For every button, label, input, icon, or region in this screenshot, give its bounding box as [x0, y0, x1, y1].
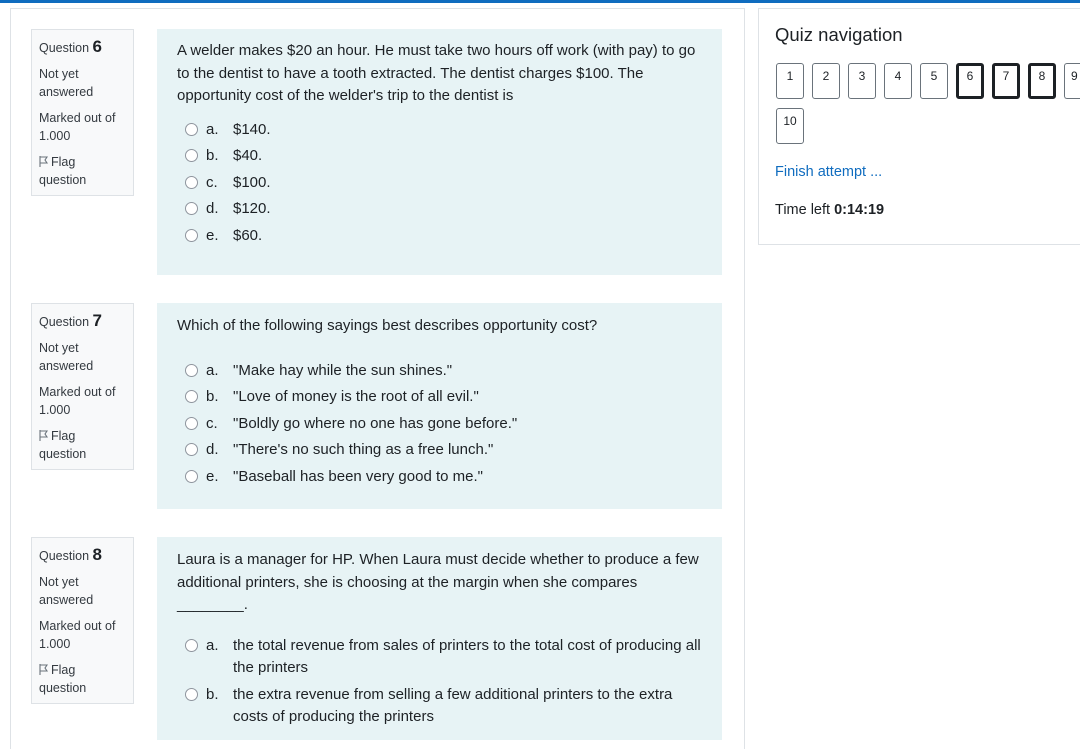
answer-option[interactable]: e. "Baseball has been very good to me."	[177, 466, 702, 489]
question-info-8	[31, 537, 134, 704]
question-text: Laura is a manager for HP. When Laura must decide whether to produce a few additional printers, she is choosing at the margin when she compares ________.	[177, 551, 699, 613]
answer-list	[177, 360, 702, 489]
radio-button[interactable]	[185, 149, 198, 162]
answer-blank: ________.	[177, 596, 248, 613]
question-info-7	[31, 303, 134, 470]
flag-question-button[interactable]: Flag question	[39, 663, 87, 695]
nav-button-9[interactable]: 9	[1064, 63, 1080, 99]
answer-option[interactable]: a. $140.	[177, 119, 702, 142]
answer-list	[177, 635, 702, 729]
answer-list	[177, 119, 702, 248]
answer-option[interactable]: a. "Make hay while the sun shines."	[177, 360, 702, 383]
nav-button-2[interactable]: 2	[812, 63, 840, 99]
question-grade: Marked out of 1.000	[39, 619, 116, 651]
question-info-6	[31, 29, 134, 196]
flag-icon	[39, 664, 49, 675]
radio-button[interactable]	[185, 688, 198, 701]
quiz-navigation-title: Quiz navigation	[775, 24, 903, 45]
answer-option[interactable]: d. $120.	[177, 198, 702, 221]
radio-button[interactable]	[185, 417, 198, 430]
answer-option[interactable]: b. "Love of money is the root of all evil."	[177, 386, 702, 409]
question-state: Not yet answered	[39, 67, 94, 99]
question-text: Which of the following sayings best describes opportunity cost?	[177, 317, 598, 334]
nav-button-3[interactable]: 3	[848, 63, 876, 99]
nav-button-8[interactable]: 8	[1028, 63, 1056, 99]
question-card-7	[157, 303, 722, 509]
question-number: Question 6	[39, 37, 102, 56]
answer-option[interactable]: c. "Boldly go where no one has gone before."	[177, 413, 702, 436]
radio-button[interactable]	[185, 229, 198, 242]
question-state: Not yet answered	[39, 575, 94, 607]
nav-button-4[interactable]: 4	[884, 63, 912, 99]
nav-button-7[interactable]: 7	[992, 63, 1020, 99]
flag-question-button[interactable]: Flag question	[39, 429, 87, 461]
nav-button-10[interactable]: 10	[776, 108, 804, 144]
question-grade: Marked out of 1.000	[39, 385, 116, 417]
radio-button[interactable]	[185, 443, 198, 456]
question-card-6	[157, 29, 722, 275]
answer-option[interactable]: b. the extra revenue from selling a few additional printers to the extra costs of producing the printers	[177, 684, 702, 729]
question-state: Not yet answered	[39, 341, 94, 373]
radio-button[interactable]	[185, 639, 198, 652]
answer-option[interactable]: e. $60.	[177, 225, 702, 248]
nav-button-1[interactable]: 1	[776, 63, 804, 99]
radio-button[interactable]	[185, 202, 198, 215]
nav-button-6[interactable]: 6	[956, 63, 984, 99]
time-left: Time left 0:14:19	[775, 202, 885, 218]
radio-button[interactable]	[185, 364, 198, 377]
radio-button[interactable]	[185, 470, 198, 483]
question-grade: Marked out of 1.000	[39, 111, 116, 143]
question-number: Question 7	[39, 311, 102, 330]
flag-question-button[interactable]: Flag question	[39, 155, 87, 187]
answer-option[interactable]: c. $100.	[177, 172, 702, 195]
nav-button-5[interactable]: 5	[920, 63, 948, 99]
question-text: A welder makes $20 an hour. He must take two hours off work (with pay) to go to the dentist to have a tooth extracted. The dentist charges $100. The opportunity cost of the welder's trip to the dentist is	[177, 42, 696, 104]
radio-button[interactable]	[185, 390, 198, 403]
answer-option[interactable]: a. the total revenue from sales of printers to the total cost of producing all the printers	[177, 635, 702, 680]
answer-option[interactable]: b. $40.	[177, 145, 702, 168]
timer-value: 0:14:19	[834, 202, 885, 218]
flag-icon	[39, 156, 49, 167]
top-accent-bar	[0, 0, 1080, 3]
answer-option[interactable]: d. "There's no such thing as a free lunch."	[177, 439, 702, 462]
radio-button[interactable]	[185, 176, 198, 189]
question-card-8	[157, 537, 722, 740]
flag-icon	[39, 430, 49, 441]
question-number: Question 8	[39, 545, 102, 564]
finish-attempt-link[interactable]: Finish attempt ...	[775, 164, 883, 180]
radio-button[interactable]	[185, 123, 198, 136]
